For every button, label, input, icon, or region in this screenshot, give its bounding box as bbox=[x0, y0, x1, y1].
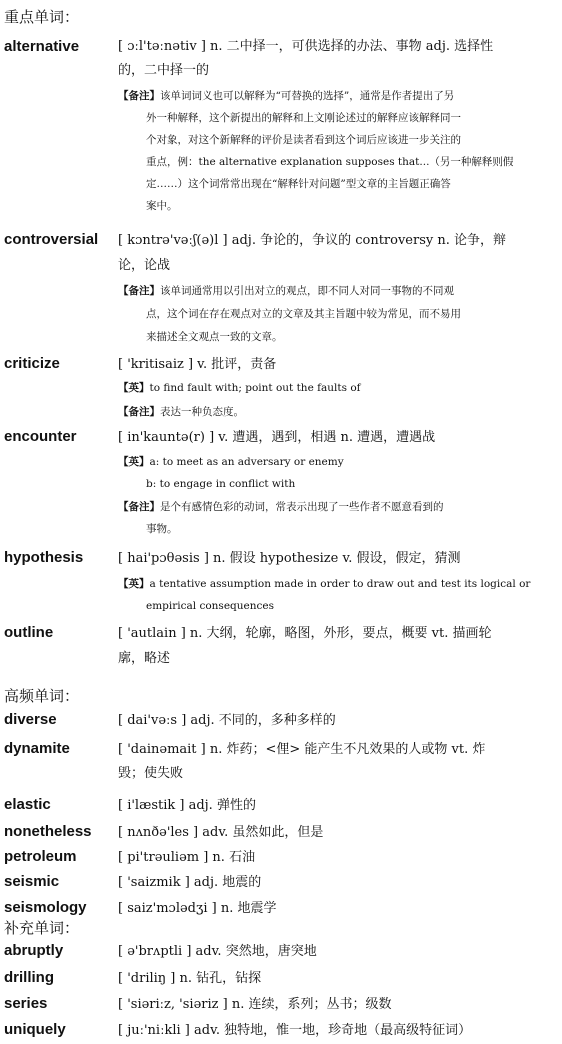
note-text: 该单词通常用以引出对立的观点，即不同人对同一事物的不同观 bbox=[160, 285, 454, 297]
english-hypothesis-line2: empirical consequences bbox=[146, 600, 274, 612]
headword-drilling: drilling bbox=[4, 969, 54, 986]
definition-abruptly-line1: [ ə'brʌptli ] adv. 突然地，唐突地 bbox=[118, 944, 317, 959]
definition-diverse-line1: [ dai'vəːs ] adj. 不同的，多种多样的 bbox=[118, 713, 336, 728]
definition-outline-line1: [ 'autlain ] n. 大纲，轮廓，略图，外形，要点，概要 vt. 描画轮 bbox=[118, 626, 492, 641]
definition-dynamite-line2: 毁；使失败 bbox=[118, 766, 184, 781]
headword-hypothesis: hypothesis bbox=[4, 549, 84, 566]
headword-nonetheless: nonetheless bbox=[4, 823, 92, 840]
english-encounter-line2: b: to engage in conflict with bbox=[146, 478, 296, 490]
note-tag: 【备注】 bbox=[118, 501, 160, 513]
headword-dynamite: dynamite bbox=[4, 740, 70, 757]
headword-controversial: controversial bbox=[4, 231, 99, 248]
note-controversial-line2: 点，这个词在存在观点对立的文章及其主旨题中较为常见，而不易用 bbox=[146, 308, 461, 320]
definition-alternative-line2: 的，二中择一的 bbox=[118, 63, 210, 78]
definition-uniquely-line1: [ juː'niːkli ] adv. 独特地，惟一地，珍奇地（最高级特征词） bbox=[118, 1023, 472, 1038]
english-hypothesis-line1 bbox=[118, 574, 558, 595]
headword-diverse: diverse bbox=[4, 711, 57, 728]
definition-petroleum-line1: [ pi'trəuliəm ] n. 石油 bbox=[118, 850, 256, 865]
definition-controversial-line1: [ kɔntrə'vəːʃ(ə)l ] adj. 争论的，争议的 controversy n. 论争，辩 bbox=[118, 233, 507, 248]
english-tag: 【英】 bbox=[118, 456, 150, 468]
english-text: a: to meet as an adversary or enemy bbox=[149, 456, 344, 468]
note-encounter-line2: 事物。 bbox=[146, 523, 178, 535]
definition-elastic-line1: [ i'læstik ] adj. 弹性的 bbox=[118, 798, 256, 813]
headword-alternative: alternative bbox=[4, 38, 80, 55]
headword-outline: outline bbox=[4, 624, 54, 641]
english-text: a tentative assumption made in order to draw out and test its logical or bbox=[149, 578, 531, 590]
note-tag: 【备注】 bbox=[118, 406, 160, 418]
note-text: 是个有感情色彩的动词，常表示出现了一些作者不愿意看到的 bbox=[160, 501, 444, 513]
note-alternative-line4: 重点，例：the alternative explanation supposes that...（另一种解释则假 bbox=[146, 156, 514, 168]
section-heading-key-words: 重点单词： bbox=[4, 8, 80, 26]
note-tag: 【备注】 bbox=[118, 285, 160, 297]
headword-petroleum: petroleum bbox=[4, 848, 77, 865]
note-tag: 【备注】 bbox=[118, 90, 160, 102]
note-alternative-line3: 个对象，对这个新解释的评价是读者看到这个词后应该进一步关注的 bbox=[146, 134, 461, 146]
note-text: 表达一种负态度。 bbox=[160, 406, 244, 418]
definition-alternative-line1: [ ɔːl'təːnətiv ] n. 二中择一，可供选择的办法、事物 adj. 选择性 bbox=[118, 39, 494, 54]
headword-series: series bbox=[4, 995, 48, 1012]
note-text: 该单词词义也可以解释为“可替换的选择”，通常是作者提出了另 bbox=[160, 90, 455, 102]
note-alternative-line6: 案中。 bbox=[146, 200, 178, 212]
definition-hypothesis-line1: [ hai'pɔθəsis ] n. 假设 hypothesize v. 假设，假定，猜测 bbox=[118, 551, 461, 566]
section-heading-supplementary: 补充单词： bbox=[4, 919, 80, 937]
definition-controversial-line2: 论，论战 bbox=[118, 258, 171, 273]
headword-seismic: seismic bbox=[4, 873, 60, 890]
english-encounter-line1 bbox=[118, 452, 558, 473]
english-text: to find fault with; point out the faults of bbox=[149, 382, 361, 394]
definition-drilling-line1: [ 'driliŋ ] n. 钻孔，钻探 bbox=[118, 971, 262, 986]
section-heading-high-frequency: 高频单词： bbox=[4, 687, 80, 705]
headword-elastic: elastic bbox=[4, 796, 51, 813]
headword-seismology: seismology bbox=[4, 899, 87, 916]
definition-outline-line2: 廓，略述 bbox=[118, 651, 171, 666]
definition-seismology-line1: [ saiz'mɔlədʒi ] n. 地震学 bbox=[118, 901, 277, 916]
definition-series-line1: [ 'siəriːz, 'siəriz ] n. 连续，系列；丛书；级数 bbox=[118, 997, 392, 1012]
headword-abruptly: abruptly bbox=[4, 942, 64, 959]
definition-criticize-line1: [ 'kritisaiz ] v. 批评，责备 bbox=[118, 357, 277, 372]
note-controversial-line1 bbox=[118, 281, 558, 302]
definition-nonetheless-line1: [ nʌnðə'les ] adv. 虽然如此，但是 bbox=[118, 825, 324, 840]
english-tag: 【英】 bbox=[118, 382, 150, 394]
headword-uniquely: uniquely bbox=[4, 1021, 66, 1038]
note-alternative-line2: 外一种解释，这个新提出的解释和上文刚论述过的解释应该解释同一 bbox=[146, 112, 461, 124]
headword-criticize: criticize bbox=[4, 355, 60, 372]
english-tag: 【英】 bbox=[118, 578, 150, 590]
english-criticize-line1 bbox=[118, 378, 558, 399]
note-encounter-line1 bbox=[118, 497, 558, 518]
definition-encounter-line1: [ in'kauntə(r) ] v. 遭遇，遇到，相遇 n. 遭遇，遭遇战 bbox=[118, 430, 436, 445]
note-alternative-line1 bbox=[118, 86, 558, 107]
note-alternative-line5: 定……）这个词常常出现在“解释针对问题”型文章的主旨题正确答 bbox=[146, 178, 451, 190]
definition-seismic-line1: [ 'saizmik ] adj. 地震的 bbox=[118, 875, 262, 890]
note-controversial-line3: 来描述全文观点一致的文章。 bbox=[146, 331, 283, 343]
definition-dynamite-line1: [ 'dainəmait ] n. 炸药；<俚> 能产生不凡效果的人或物 vt. 炸 bbox=[118, 742, 486, 757]
headword-encounter: encounter bbox=[4, 428, 77, 445]
note-criticize-line1 bbox=[118, 402, 558, 423]
